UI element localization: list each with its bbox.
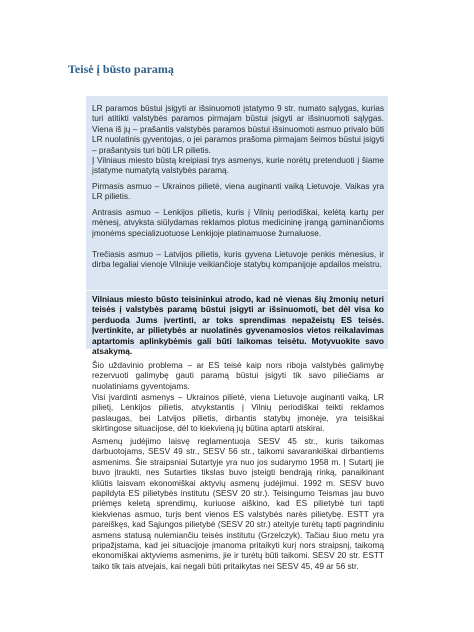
task-paragraph-second-person: Antrasis asmuo – Lenkijos pilietis, kuris į Vilnių periodiškai, kelėtą kartų per mėnesį, atvyksta siūlydamas reklamos plotus medicininę įrangą gaminančioms įmonėms specializuotuose Lenkijoje platinamuose žurnaluose.: [92, 207, 384, 238]
answer-paragraph-persons: Visi įvardinti asmenys – Ukrainos pilietė, viena Lietuvoje auginanti vaiką, LR pilietį, Lenkijos pilietis, atvykstantis į Vilnių periodiškai teikti reklamos paslaugas, bei Latvijos pilietis, dirbantis statybų įmonėje, yra teisiškai skirtingose situacijose, dėl to kiekvieną jų būtina aptarti atskirai.: [92, 392, 384, 434]
answer-paragraph-free-movement: Asmenų judėjimo laisvę reglamentuoja SESV 45 str., kuris taikomas darbuotojams, SESV 49 str., SESV 56 str., taikomi savarankiškai dirbantiems asmenims. Šie straipsniai Sutartyje yra nuo jos sudarymo 1958 m. Į Sutartį jie buvo įtraukti, nes Sutarties tikslas buvo įsteigti bendrąją rinką, panaikinant kliūtis laisvam ekonomiškai aktyvių asmenų judėjimui. 1992 m. SESV buvo papildyta ES pilietybės institutu (SESV 20 str.). Teisingumo Teismas jau buvo priėmęs keletą sprendimų, kuriuose aiškino, kad ES pilietybė turi tapti kiekvienas asmuo, turįs bent vienos ES valstybės narės pilietybę. ESTT yra pareiškęs, kad Sąjungos pilietybė (SESV 20 str.) ateityje turėtų tapti pagrindiniu asmens statusą nulemiančiu teisės institutu (Grzelczyk). Tačiau šiuo metu yra pripažįstama, kad jei situacijoje įmanoma pritaikyti kurį nors straipsnį, taikomą ekonomiškai aktyviems asmenims, jie ir turėtų būti taikomi. SESV 20 str. ESTT taiko tik tais atvejais, kai negali būti pritaikytas nei SESV 45, 49 ar 56 str.: [92, 436, 384, 571]
answer-paragraph-problem: Šio uždavinio problema – ar ES teisė kaip nors riboja valstybės galimybę rezervuoti galimybę gauti paramą būstui įsigyti tik savo piliečiams ar nuolatiniams gyventojams.: [92, 360, 384, 391]
document-title: Teisė į būsto paramą: [68, 62, 174, 76]
task-paragraph-applicants: Į Vilniaus miesto būstą kreipiasi trys asmenys, kurie norėtų pretenduoti į šiame įstatyme numatytą valstybės paramą.: [92, 155, 384, 176]
task-question: Vilniaus miesto būsto teisininkui atrodo, kad nė vienas šių žmonių neturi teisės į valstybės paramą būstui įsigyti ar išsinuomoti, bet dėl visa ko perduoda Jums įvertinti, ar toks sprendimas nepažeistų ES teisės. Įvertinkite, ar pilietybės ar nuolatinės gyvenamosios vietos reikalavimas aptartomis aplinkybėmis gali būti laikomas teisėtu. Motyvuokite savo atsakymą.: [92, 294, 384, 357]
task-paragraph-law: LR paramos būstui įsigyti ar išsinuomoti įstatymo 9 str. numato sąlygas, kurias turi atitikti valstybės paramos pirmajam būstui įsigyti ar išsinuomoti sąlygas. Viena iš jų – prašantis valstybės paramos būstui išsinuomoti asmuo privalo būti LR nuolatinis gyventojas, o jei paramos prašoma pirmajam šeimos būstui įsigyti – prašantysis turi būti LR pilietis.: [92, 103, 384, 155]
task-paragraph-third-person: Trečiasis asmuo – Latvijos pilietis, kuris gyvena Lietuvoje penkis mėnesius, ir dirba legaliai vienoje Vilniuje veikiančioje statybų kompanijoje apdailos meistru.: [92, 249, 384, 270]
task-paragraph-first-person: Pirmasis asmuo – Ukrainos pilietė, viena auginanti vaiką Lietuvoje. Vaikas yra LR pilietis.: [92, 181, 384, 202]
